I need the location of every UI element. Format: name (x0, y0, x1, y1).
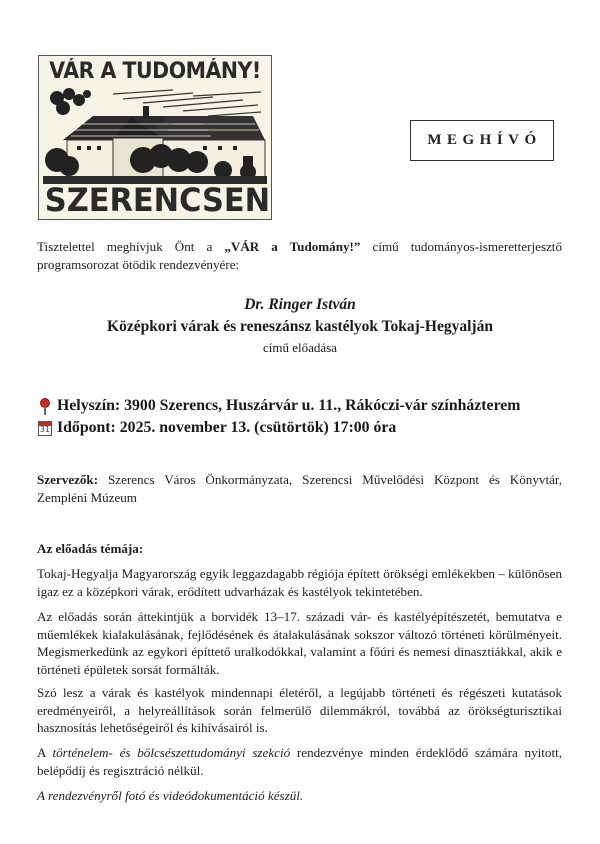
section-name: történelem- és bölcsészettudományi szekció (52, 745, 291, 760)
location-line (38, 397, 520, 415)
map-pin-icon (38, 398, 52, 415)
intro-paragraph (37, 238, 562, 273)
lecture-subtitle: című előadása (263, 340, 337, 355)
intro-text-1: Tisztelettel meghívjuk Önt a (37, 239, 225, 254)
location-text: Helyszín: 3900 Szerencs, Huszárvár u. 11., Rákóczi-vár színházterem (57, 397, 521, 414)
time-text: Időpont: 2025. november 13. (csütörtök) 17:00 óra (57, 419, 397, 436)
access-text-1: A (37, 745, 53, 760)
topic-paragraph-2: Az előadás során áttekintjük a borvidék 13–17. századi vár- és kastélyépítészetét, bemutatva e műemlékek kialakulásának, fejlődésének és átalakulásának sokszor változó történeti körülményeit. Megismerkedünk az egykori építtető uralkodókkal, valamint a főúri és nemesi dinasztiákkal, akik e történeti épületek sorsát formálták. (37, 609, 562, 677)
event-logo (38, 55, 272, 220)
logo-top-text: VÁR A TUDOMÁNY! (49, 59, 261, 84)
organizers-label: Szervezők: (37, 472, 99, 487)
intro-text-2: című tudományos-ismeretterjesztő programsorozat ötödik rendezvényére: (37, 239, 562, 272)
access-text-2: rendezvénye minden érdeklődő számára nyitott, belépődíj és regisztráció nélkül. (37, 745, 562, 778)
organizers-paragraph (37, 471, 562, 506)
invitation-label-box (410, 120, 554, 161)
photo-note: A rendezvényről fotó és videódokumentáció készül. (37, 788, 304, 803)
calendar-icon: 31 (38, 420, 52, 437)
time-line (38, 419, 396, 437)
invitation-label: MEGHÍVÓ (427, 132, 542, 148)
topic-heading: Az előadás témája: (37, 541, 144, 556)
topic-paragraph-1: Tokaj-Hegyalja Magyarország egyik leggazdagabb régiója épített örökségi emlékekben – különösen igaz ez a középkori várak, erődített udvarházak és kastélyok tekintetében. (37, 566, 562, 599)
lecture-title: Középkori várak és reneszánsz kastélyok Tokaj-Hegyalján (107, 318, 493, 335)
access-paragraph (37, 744, 562, 779)
intro-series-name: „VÁR a Tudomány!” (224, 239, 361, 254)
logo-bottom-text: SZERENCSEN (44, 181, 271, 219)
speaker-name: Dr. Ringer István (244, 296, 356, 313)
organizers-text: Szerencs Város Önkormányzata, Szerencsi Művelődési Központ és Könyvtár, Zempléni Múzeum (37, 472, 562, 505)
castle-woodcut-image (43, 88, 267, 184)
topic-paragraph-3: Szó lesz a várak és kastélyok mindennapi életéről, a legújabb történeti és régészeti kutatások eredményeiről, a helyreállítások során felmerülő dilemmákról, továbbá az örökségturisztikai hasznosítás lehetőségeiről és kihívásairól is. (37, 685, 562, 735)
